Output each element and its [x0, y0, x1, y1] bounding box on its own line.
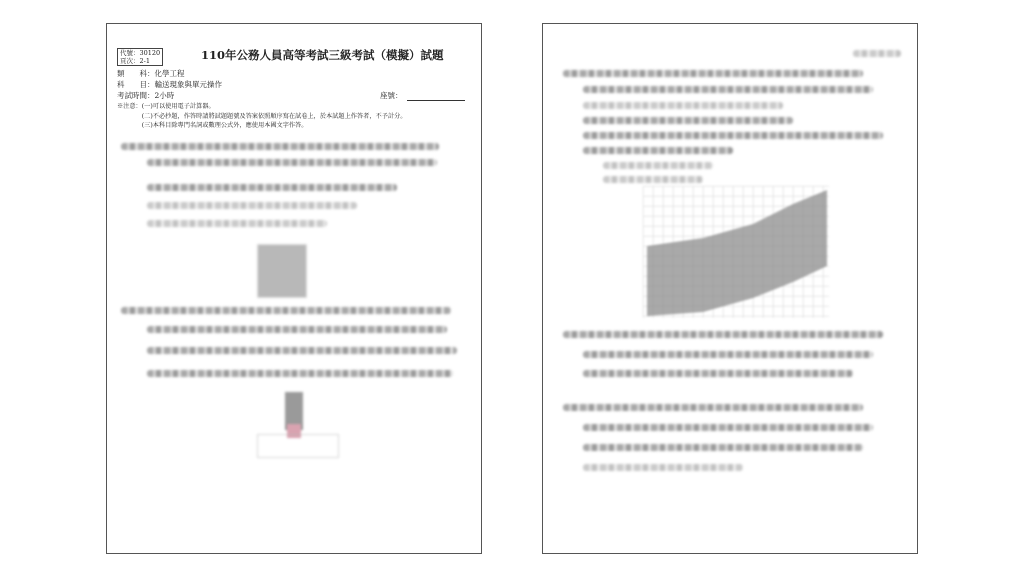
blurred-text-line — [147, 159, 437, 166]
exam-title: 110年公務人員高等考試三級考試（模擬）試題 — [201, 48, 444, 62]
blurred-text-line — [121, 143, 439, 150]
blurred-text-line — [583, 464, 743, 471]
category-row — [117, 68, 185, 79]
blurred-text-line — [147, 202, 357, 209]
exam-page-2 — [542, 23, 918, 554]
exam-page-1 — [106, 23, 482, 554]
seat-number-field — [380, 90, 465, 101]
blurred-text-line — [603, 162, 713, 169]
note-line: (三)本科目除專門名詞或數理公式外，應使用本國文字作答。 — [117, 122, 308, 129]
exam-code: 代號：30120 — [120, 49, 161, 57]
blurred-text-line — [563, 404, 863, 411]
seat-label: 座號： — [380, 91, 403, 100]
blurred-text-line — [121, 307, 451, 314]
blurred-text-line — [583, 147, 733, 154]
blurred-text-line — [583, 132, 883, 139]
figure-1-diagram — [257, 244, 307, 298]
category-value: 化學工程 — [154, 69, 185, 78]
blurred-text-line — [603, 176, 703, 183]
subject-value: 輸送現象與單元操作 — [154, 80, 222, 89]
figure-2-base — [257, 434, 339, 458]
blurred-text-line — [147, 220, 327, 227]
blurred-text-line — [147, 347, 457, 354]
blurred-text-line — [583, 424, 873, 431]
exam-code-box — [117, 48, 163, 66]
blurred-text-line — [583, 117, 793, 124]
blurred-text-line — [583, 102, 783, 109]
blurred-text-line — [147, 370, 453, 377]
blurred-text-line — [147, 326, 447, 333]
figure-3-graph — [643, 186, 829, 318]
subject-label: 科 目： — [117, 80, 155, 89]
blurred-text-line — [853, 50, 901, 57]
category-label: 類 科： — [117, 69, 155, 78]
time-value: 2小時 — [154, 91, 175, 100]
page-count: 頁次：2-1 — [120, 57, 150, 65]
blurred-text-line — [563, 331, 883, 338]
blurred-text-line — [147, 184, 397, 191]
note-line: ※注意：(一)可以使用電子計算器。 — [117, 103, 215, 110]
time-label: 考試時間： — [117, 91, 155, 100]
exam-notes — [117, 102, 406, 131]
note-line: (二)不必抄題，作答時請將試題題號及答案依照順序寫在試卷上，於本試題上作答者，不予計分。 — [117, 112, 407, 120]
subject-row — [117, 79, 222, 90]
time-row — [117, 90, 174, 101]
blurred-text-line — [563, 70, 863, 77]
blurred-text-line — [583, 444, 863, 451]
seat-blank-line — [407, 93, 465, 101]
blurred-text-line — [583, 86, 873, 93]
blurred-text-line — [583, 370, 853, 377]
blurred-text-line — [583, 351, 873, 358]
